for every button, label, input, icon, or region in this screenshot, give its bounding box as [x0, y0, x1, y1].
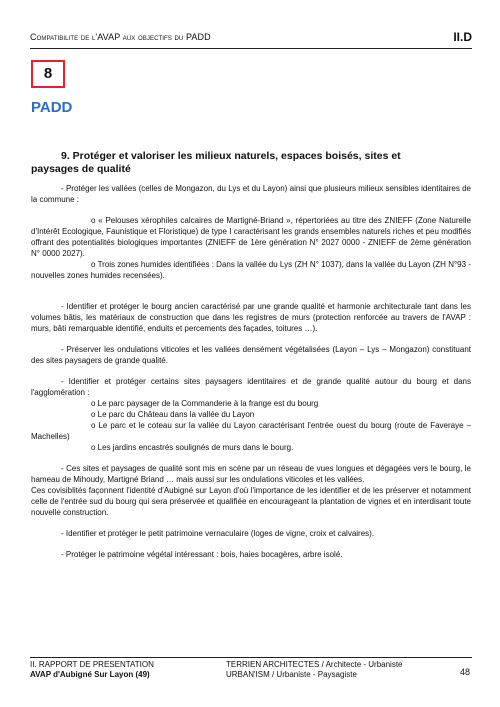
- paragraph-petit-patrimoine: - Identifier et protéger le petit patrimoine vernaculaire (loges de vigne, croix et calvaires).: [61, 529, 375, 538]
- paragraph-sites-paysagers: - Identifier et protéger certains sites paysagers identitaires et de grande qualité autour du bourg et dans l'agglomération :: [31, 377, 471, 397]
- page-number: 48: [459, 667, 470, 677]
- paragraph-bourg-ancien: - Identifier et protéger le bourg ancien caractérisé par une grande qualité et harmonie architecturale tant dans les volumes bâtis, les matériaux de construction que dans les registres de murs (protection renforcée au travers de l'AVAP : murs, bâti remarquable identifié, enduits et percements des façades, toitures …).: [31, 302, 471, 333]
- footer-rule: [30, 657, 472, 658]
- footer-architect: TERRIEN ARCHITECTES / Architecte - Urbaniste: [226, 660, 403, 669]
- paragraph-vues: - Ces sites et paysages de qualité sont mis en scène par un réseau de vues longues et dégagées vers le bourg, le hameau de Mihoudy, Martigné Briand … mais aussi sur les ondulations viticoles et les vallées.: [31, 464, 471, 484]
- footer-report-title: II. RAPPORT DE PRESENTATION: [30, 660, 154, 669]
- paragraph-covisibilites: Ces covisiblités façonnent l'identité d'Aubigné sur Layon d'où l'importance de les identifier et de les préserver et notamment celle de l'entrée sud du bourg qui sera préservée et qualifiée en encourageant la plantation de vignes et en interdisant toute nouvelle construction.: [31, 486, 471, 517]
- header-rule: [30, 48, 472, 49]
- paragraph-ondulations: - Préserver les ondulations viticoles et les vallées densément végétalisées (Layon – Lys – Mongazon) constituant des sites paysagers de grande qualité.: [31, 345, 471, 365]
- list-item-commanderie: o Le parc paysager de la Commanderie à la frange est du bourg: [91, 399, 319, 408]
- page-footer: [30, 660, 472, 686]
- list-item-zones-humides: o Trois zones humides identifiées : Dans la vallée du Lys (ZH N° 1037), dans la vallée du Layon (ZH N°93 - nouvelles zones humides recensées).: [31, 260, 471, 280]
- document-body: [31, 150, 471, 560]
- section-number-box: [31, 60, 65, 88]
- list-item-chateau: o Le parc du Château dans la vallée du Layon: [91, 410, 255, 419]
- paragraph-vallees: - Protéger les vallées (celles de Mongazon, du Lys et du Layon) ainsi que plusieurs milieux sensibles identitaires de la commune :: [31, 184, 471, 204]
- page-header: [30, 32, 472, 46]
- list-item-jardins: o Les jardins encastrés soulignés de murs dans le bourg.: [91, 443, 294, 452]
- heading-line-2: paysages de qualité: [31, 163, 131, 175]
- paragraph-patrimoine-vegetal: - Protéger le patrimoine végétal intéressant : bois, haies bocagères, arbre isolé.: [61, 550, 343, 559]
- footer-project-name: AVAP d'Aubigné Sur Layon (49): [30, 670, 150, 679]
- section-number: 8: [43, 65, 53, 82]
- footer-urbanist: URBAN'ISM / Urbaniste - Paysagiste: [226, 670, 357, 679]
- header-section-code: II.D: [453, 30, 472, 44]
- header-title: Compatibilite de l'AVAP aux objectifs du PADD: [30, 32, 211, 42]
- heading-line-1: 9. Protéger et valoriser les milieux naturels, espaces boisés, sites et: [61, 150, 401, 162]
- list-item-coteau: o Le parc et le coteau sur la vallée du Layon caractérisant l'entrée ouest du bourg (route de Faveraye – Machelles): [31, 421, 471, 441]
- section-title: PADD: [31, 99, 73, 116]
- list-item-pelouses: o « Pelouses xérophiles calcaires de Martigné-Briand », répertoriées au titre des ZNIEFF (Zone Naturelle d'Intérêt Ecologique, Faunistique et Floristique) de type I caractérisant les grands ensembles naturels riches et peu modifiés offrant des potentialités biologiques importantes (ZNIEFF de 1ère génération N° 2027 0000 - ZNIEFF de 2ème génération N° 0000 2027).: [31, 216, 471, 258]
